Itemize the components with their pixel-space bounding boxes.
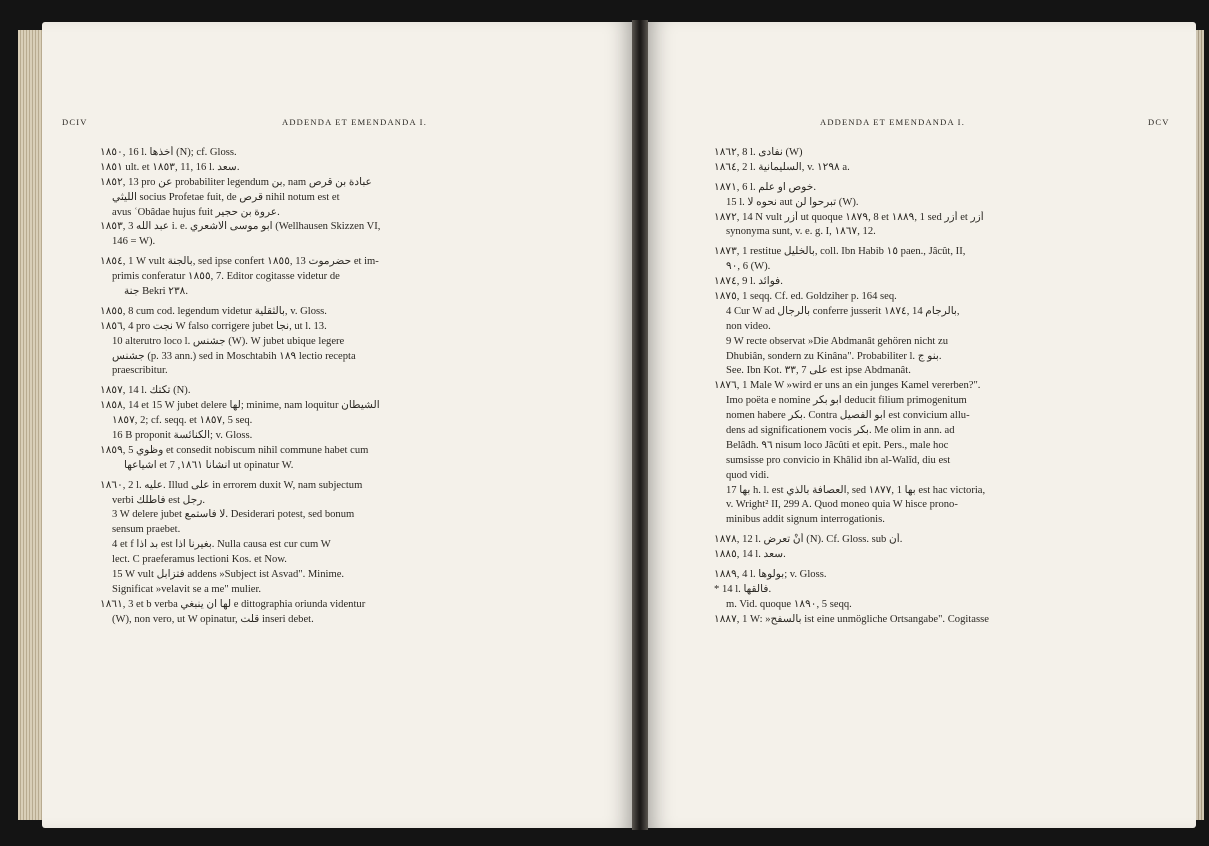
text-line: ١٨٥٤, 1 W vult بالجنة, sed ipse confert ١٨٥٥, 13 حضرموت et im- (100, 256, 379, 268)
right-fore-edge (1196, 30, 1204, 820)
text-line: Belâdh. ٩٦ nisum loco Jâcûti et epit. Pers., male hoc (726, 439, 949, 451)
text-line: 10 alterutro loco l. جشنس (W). W jubet ubique legere (112, 335, 345, 347)
text-line: اشياعها et انشانا ١٨٦١, 7 ut opinatur W. (124, 459, 294, 471)
text-line: dens ad significationem vocis بكر. Me olim in ann. ad (726, 425, 955, 437)
entries-left (100, 146, 508, 628)
text-line: ١٨٨٩, 4 l. بولوها; v. Gloss. (714, 569, 827, 581)
text-line: sumsisse pro convicio in Khâlid ibn al-Walîd, diu est (726, 454, 951, 466)
text-line: ٩٠, 6 (W). (726, 261, 771, 273)
text-line: verbi فاطلك est رجل. (112, 494, 206, 506)
text-line: ١٨٦٤, 2 l. السليمانية, v. ١٢٩٨ a. (714, 161, 850, 173)
text-line: ١٨٧٨, 12 l. أنْ تعرض (N). Cf. Gloss. sub أن. (714, 534, 903, 546)
text-line: ١٨٥٢, 13 pro عن probabiliter legendum بن, nam عبادة بن قرص (100, 176, 372, 188)
text-line: 146 = W). (112, 236, 156, 248)
text-line: avus ʿObâdae hujus fuit عروة بن حجير. (112, 206, 280, 218)
text-line: sensum praebet. (112, 524, 181, 536)
text-line: الليثي socius Profetae fuit, de قرص nihil notum est et (112, 191, 340, 203)
text-line: praescribitur. (112, 365, 168, 377)
left-page (42, 22, 632, 828)
text-line: nomen habere بكر. Contra ابو الفصيل est convicium allu- (726, 410, 970, 422)
text-line: 15 l. نحوه لا aut تبرحوا لن (W). (726, 196, 859, 208)
text-line: 4 Cur W ad بالرجال conferre jusserit ١٨٧٤, 14 بالرجام, (726, 305, 960, 317)
text-line: ١٨٥٨, 14 et 15 W jubet delere لها; minime, nam loquitur الشيطان (100, 400, 380, 412)
text-line: (W), non vero, ut W opinatur, قلت inseri debet. (112, 613, 314, 625)
text-line: 15 W vult فتزابل addens »Subject ist Asvad". Minime. (112, 569, 345, 581)
text-line: Dhubiân, sondern zu Kinâna". Probabiliter l. بنو ج. (726, 350, 942, 362)
text-line: 4 et f بد اذا est بغيرنا اذا. Nulla causa est cur cum W (112, 539, 331, 551)
text-line: ١٨٦١, 3 et b verba لها ان ينبغي e dittographia oriunda videntur (100, 598, 366, 610)
text-line: ١٨٧٢, 14 N vult أزر ut quoque ١٨٧٩, 8 et ١٨٨٩, 1 sed أزر et أزر (714, 211, 984, 223)
text-line: 16 B proponit الكنائسة; v. Gloss. (112, 430, 253, 442)
text-line: quod vidi. (726, 469, 769, 481)
text-line: ١٨٥٣, 3 عبد الله i. e. ابو موسى الاشعري (Wellhausen Skizzen VI, (100, 221, 381, 233)
text-line: ١٨٥٠, 16 l. أخذها (N); cf. Gloss. (100, 147, 237, 158)
text-line: Significat »velavit se a me" mulier. (112, 583, 262, 595)
text-line: 17 بها h. l. est العصافة بالذي, sed ١٨٧٧, 1 بها est hac victoria, (726, 484, 986, 496)
text-line: ١٨٧٦, 1 Male W »wird er uns an ein junges Kamel vererben?". (714, 380, 981, 392)
text-line: ١٨٦٢, 8 l. نفادى (W) (714, 147, 803, 158)
text-line: * 14 l. فالقها. (714, 583, 772, 595)
text-line: جنة Bekri ٢٣٨. (124, 286, 189, 298)
text-line: ١٨٥٧, 14 l. تكتك (N). (100, 385, 191, 397)
text-line: ١٨٥٩, 5 وظوي et consedit nobiscum nihil commune habet cum (100, 444, 369, 456)
text-line: ١٨٧٥, 1 seqq. Cf. ed. Goldziher p. 164 seq. (714, 291, 897, 303)
text-line: ١٨٧٣, 1 restitue بالخليل, coll. Ibn Habib ١٥ paen., Jâcût, II, (714, 246, 966, 258)
book-spine (632, 20, 648, 830)
text-line: synonyma sunt, v. e. g. I, ١٨٦٧, 12. (726, 226, 876, 238)
text-line: جشنس (p. 33 ann.) sed in Moschtabih ١٨٩ lectio recepta (112, 350, 356, 362)
text-line: m. Vid. quoque ١٨٩٠, 5 seqq. (726, 598, 852, 610)
text-line: See. Ibn Kot. ٣٣, 7 على est ipse Abdmanât. (726, 365, 911, 377)
text-line: ١٨٦٠, 2 l. عليه. Illud على in errorem duxit W, nam subjectum (100, 479, 363, 491)
right-page (648, 22, 1196, 828)
text-line: v. Wright² II, 299 A. Quod moneo quia W hisce prono- (726, 499, 958, 511)
running-title: ADDENDA ET EMENDANDA I. (820, 117, 966, 127)
page-number: DCV (1148, 117, 1170, 127)
text-line: ١٨٧١, 6 l. خوص او علم. (714, 181, 816, 193)
text-line: ١٨٨٥, 14 l. سعد. (714, 549, 786, 561)
text-line: non video. (726, 320, 771, 332)
left-fore-edge (18, 30, 42, 820)
text-line: ١٨٥٧, 2; cf. seqq. et ١٨٥٧, 5 seq. (112, 415, 253, 427)
text-line: ١٨٥١ ult. et ١٨٥٣, 11, 16 l. سعد. (100, 161, 240, 173)
entries-right (714, 146, 1074, 628)
text-line: minibus addit signum interrogationis. (726, 514, 885, 526)
text-line: ١٨٧٤, 9 l. فوائد. (714, 276, 783, 288)
text-line: ١٨٨٧, 1 W: »بالسفح ist eine unmögliche Ortsangabe". Cogitasse (714, 613, 989, 625)
text-line: primis conferatur ١٨٥٥, 7. Editor cogitasse videtur de (112, 271, 340, 283)
text-line: lect. C praeferamus lectioni Kos. et Now. (112, 554, 287, 566)
text-line: 3 W delere jubet لا فاستمع. Desiderari potest, sed bonum (112, 509, 355, 521)
text-line: ١٨٥٥, 8 cum cod. legendum videtur بالثقلية, v. Gloss. (100, 305, 327, 317)
text-line: 9 W recte observat »Die Abdmanât gehören nicht zu (726, 335, 949, 347)
text-line: ١٨٥٦, 4 pro نجت W falso corrigere jubet نجا, ut l. 13. (100, 320, 327, 332)
page-number: DCIV (62, 117, 88, 127)
text-line: Imo poëta e nomine ابو بكر deducit filium primogenitum (726, 395, 967, 407)
running-title: ADDENDA ET EMENDANDA I. (282, 117, 428, 127)
